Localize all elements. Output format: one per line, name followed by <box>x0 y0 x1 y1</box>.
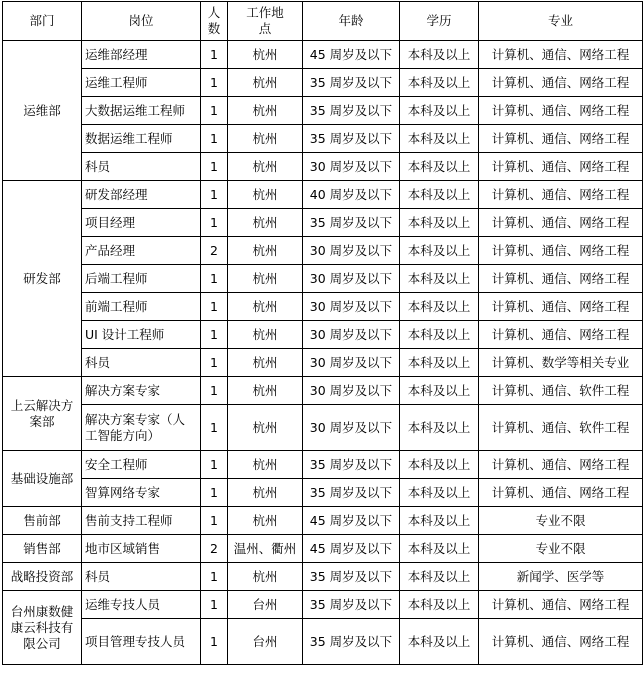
age-cell: 35 周岁及以下 <box>303 97 400 125</box>
table-row <box>3 153 643 181</box>
age-cell: 30 周岁及以下 <box>303 237 400 265</box>
location-cell: 杭州 <box>228 349 303 377</box>
location-cell: 杭州 <box>228 41 303 69</box>
position-cell: 解决方案专家（人工智能方向） <box>82 405 201 451</box>
age-cell: 30 周岁及以下 <box>303 321 400 349</box>
major-cell: 计算机、通信、网络工程 <box>479 237 643 265</box>
table-row <box>3 41 643 69</box>
major-cell: 计算机、数学等相关专业 <box>479 349 643 377</box>
dept-cell: 上云解决方案部 <box>3 377 82 451</box>
table-row <box>3 405 643 451</box>
count-cell: 2 <box>201 237 228 265</box>
major-cell: 计算机、通信、网络工程 <box>479 479 643 507</box>
education-cell: 本科及以上 <box>400 209 479 237</box>
header-position: 岗位 <box>82 2 201 41</box>
age-cell: 45 周岁及以下 <box>303 41 400 69</box>
position-cell: 科员 <box>82 349 201 377</box>
dept-cell: 销售部 <box>3 535 82 563</box>
position-cell: 研发部经理 <box>82 181 201 209</box>
location-cell: 杭州 <box>228 321 303 349</box>
education-cell: 本科及以上 <box>400 405 479 451</box>
location-cell: 杭州 <box>228 69 303 97</box>
table-row <box>3 507 643 535</box>
location-cell: 杭州 <box>228 237 303 265</box>
location-cell: 杭州 <box>228 451 303 479</box>
location-cell: 杭州 <box>228 293 303 321</box>
major-cell: 计算机、通信、网络工程 <box>479 591 643 619</box>
age-cell: 30 周岁及以下 <box>303 405 400 451</box>
education-cell: 本科及以上 <box>400 563 479 591</box>
table-row <box>3 451 643 479</box>
header-dept: 部门 <box>3 2 82 41</box>
count-cell: 1 <box>201 349 228 377</box>
age-cell: 35 周岁及以下 <box>303 125 400 153</box>
dept-cell: 台州康数健康云科技有限公司 <box>3 591 82 665</box>
count-cell: 1 <box>201 97 228 125</box>
position-cell: 产品经理 <box>82 237 201 265</box>
education-cell: 本科及以上 <box>400 153 479 181</box>
count-cell: 1 <box>201 153 228 181</box>
header-row <box>3 2 643 41</box>
table-row <box>3 69 643 97</box>
education-cell: 本科及以上 <box>400 349 479 377</box>
table-row <box>3 265 643 293</box>
dept-cell: 研发部 <box>3 181 82 377</box>
major-cell: 计算机、通信、网络工程 <box>479 125 643 153</box>
table-row <box>3 479 643 507</box>
position-cell: 科员 <box>82 153 201 181</box>
location-cell: 杭州 <box>228 507 303 535</box>
major-cell: 专业不限 <box>479 535 643 563</box>
table-row <box>3 619 643 665</box>
position-cell: 安全工程师 <box>82 451 201 479</box>
table-row <box>3 349 643 377</box>
location-cell: 台州 <box>228 591 303 619</box>
education-cell: 本科及以上 <box>400 451 479 479</box>
major-cell: 专业不限 <box>479 507 643 535</box>
header-major: 专业 <box>479 2 643 41</box>
education-cell: 本科及以上 <box>400 377 479 405</box>
major-cell: 计算机、通信、网络工程 <box>479 69 643 97</box>
major-cell: 计算机、通信、网络工程 <box>479 153 643 181</box>
count-cell: 1 <box>201 377 228 405</box>
count-cell: 1 <box>201 619 228 665</box>
count-cell: 1 <box>201 125 228 153</box>
location-cell: 台州 <box>228 619 303 665</box>
position-cell: 运维专技人员 <box>82 591 201 619</box>
count-cell: 1 <box>201 321 228 349</box>
major-cell: 计算机、通信、网络工程 <box>479 181 643 209</box>
education-cell: 本科及以上 <box>400 321 479 349</box>
header-age: 年龄 <box>303 2 400 41</box>
dept-cell: 运维部 <box>3 41 82 181</box>
major-cell: 计算机、通信、网络工程 <box>479 293 643 321</box>
location-cell: 杭州 <box>228 563 303 591</box>
location-cell: 杭州 <box>228 209 303 237</box>
major-cell: 计算机、通信、网络工程 <box>479 209 643 237</box>
education-cell: 本科及以上 <box>400 293 479 321</box>
table-row <box>3 563 643 591</box>
education-cell: 本科及以上 <box>400 535 479 563</box>
count-cell: 1 <box>201 507 228 535</box>
dept-cell: 战略投资部 <box>3 563 82 591</box>
age-cell: 30 周岁及以下 <box>303 349 400 377</box>
location-cell: 温州、衢州 <box>228 535 303 563</box>
age-cell: 30 周岁及以下 <box>303 293 400 321</box>
header-location: 工作地点 <box>228 2 303 41</box>
count-cell: 1 <box>201 293 228 321</box>
table-row <box>3 181 643 209</box>
dept-cell: 售前部 <box>3 507 82 535</box>
major-cell: 计算机、通信、软件工程 <box>479 377 643 405</box>
table-row <box>3 237 643 265</box>
major-cell: 计算机、通信、网络工程 <box>479 451 643 479</box>
count-cell: 1 <box>201 265 228 293</box>
count-cell: 1 <box>201 479 228 507</box>
position-cell: 项目经理 <box>82 209 201 237</box>
age-cell: 35 周岁及以下 <box>303 69 400 97</box>
location-cell: 杭州 <box>228 479 303 507</box>
position-cell: 地市区域销售 <box>82 535 201 563</box>
position-cell: 前端工程师 <box>82 293 201 321</box>
count-cell: 1 <box>201 563 228 591</box>
age-cell: 45 周岁及以下 <box>303 507 400 535</box>
position-cell: 后端工程师 <box>82 265 201 293</box>
education-cell: 本科及以上 <box>400 237 479 265</box>
age-cell: 35 周岁及以下 <box>303 563 400 591</box>
position-cell: 智算网络专家 <box>82 479 201 507</box>
count-cell: 2 <box>201 535 228 563</box>
position-cell: 科员 <box>82 563 201 591</box>
age-cell: 35 周岁及以下 <box>303 451 400 479</box>
age-cell: 30 周岁及以下 <box>303 265 400 293</box>
age-cell: 45 周岁及以下 <box>303 535 400 563</box>
major-cell: 计算机、通信、网络工程 <box>479 41 643 69</box>
major-cell: 计算机、通信、网络工程 <box>479 321 643 349</box>
table-row <box>3 377 643 405</box>
count-cell: 1 <box>201 405 228 451</box>
count-cell: 1 <box>201 41 228 69</box>
location-cell: 杭州 <box>228 153 303 181</box>
table-row <box>3 125 643 153</box>
age-cell: 35 周岁及以下 <box>303 591 400 619</box>
position-cell: UI 设计工程师 <box>82 321 201 349</box>
major-cell: 计算机、通信、网络工程 <box>479 97 643 125</box>
position-cell: 大数据运维工程师 <box>82 97 201 125</box>
position-cell: 售前支持工程师 <box>82 507 201 535</box>
age-cell: 30 周岁及以下 <box>303 153 400 181</box>
education-cell: 本科及以上 <box>400 97 479 125</box>
table-row <box>3 591 643 619</box>
header-count: 人数 <box>201 2 228 41</box>
count-cell: 1 <box>201 451 228 479</box>
major-cell: 计算机、通信、网络工程 <box>479 265 643 293</box>
age-cell: 30 周岁及以下 <box>303 377 400 405</box>
major-cell: 计算机、通信、网络工程 <box>479 619 643 665</box>
education-cell: 本科及以上 <box>400 125 479 153</box>
position-cell: 解决方案专家 <box>82 377 201 405</box>
major-cell: 新闻学、医学等 <box>479 563 643 591</box>
table-row <box>3 293 643 321</box>
position-cell: 运维工程师 <box>82 69 201 97</box>
location-cell: 杭州 <box>228 97 303 125</box>
location-cell: 杭州 <box>228 125 303 153</box>
table-row <box>3 209 643 237</box>
location-cell: 杭州 <box>228 405 303 451</box>
location-cell: 杭州 <box>228 181 303 209</box>
education-cell: 本科及以上 <box>400 591 479 619</box>
education-cell: 本科及以上 <box>400 619 479 665</box>
count-cell: 1 <box>201 69 228 97</box>
position-cell: 数据运维工程师 <box>82 125 201 153</box>
position-cell: 项目管理专技人员 <box>82 619 201 665</box>
education-cell: 本科及以上 <box>400 479 479 507</box>
education-cell: 本科及以上 <box>400 507 479 535</box>
education-cell: 本科及以上 <box>400 41 479 69</box>
age-cell: 35 周岁及以下 <box>303 619 400 665</box>
location-cell: 杭州 <box>228 265 303 293</box>
education-cell: 本科及以上 <box>400 69 479 97</box>
header-education: 学历 <box>400 2 479 41</box>
table-row <box>3 97 643 125</box>
dept-cell: 基础设施部 <box>3 451 82 507</box>
age-cell: 40 周岁及以下 <box>303 181 400 209</box>
position-cell: 运维部经理 <box>82 41 201 69</box>
major-cell: 计算机、通信、软件工程 <box>479 405 643 451</box>
location-cell: 杭州 <box>228 377 303 405</box>
table-row <box>3 535 643 563</box>
count-cell: 1 <box>201 591 228 619</box>
table-row <box>3 321 643 349</box>
age-cell: 35 周岁及以下 <box>303 479 400 507</box>
education-cell: 本科及以上 <box>400 181 479 209</box>
education-cell: 本科及以上 <box>400 265 479 293</box>
recruitment-table <box>2 1 643 665</box>
age-cell: 35 周岁及以下 <box>303 209 400 237</box>
count-cell: 1 <box>201 209 228 237</box>
count-cell: 1 <box>201 181 228 209</box>
